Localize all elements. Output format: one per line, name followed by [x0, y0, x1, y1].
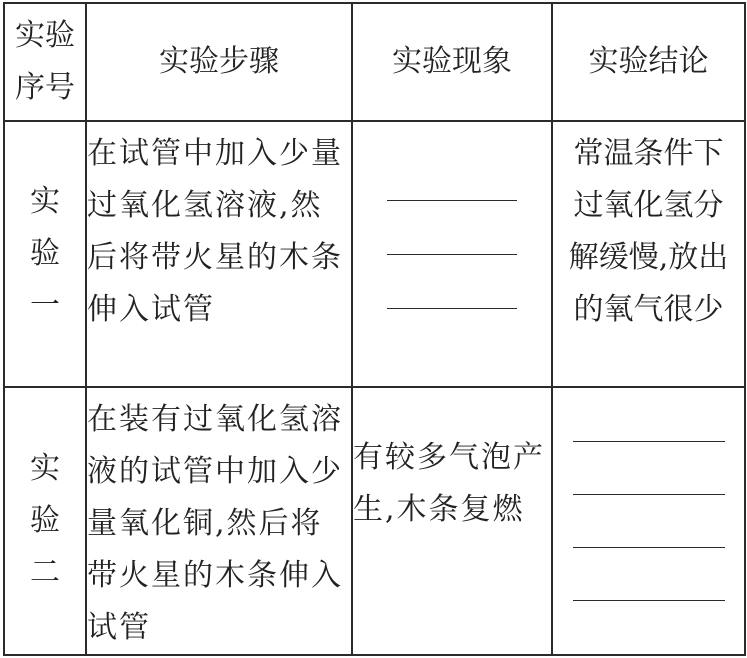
header-experiment-number: [4, 3, 86, 121]
experiment-table: [3, 2, 746, 656]
answer-blank-line[interactable]: [573, 547, 725, 548]
answer-blank-line[interactable]: [387, 308, 517, 309]
header-no-line1: 实验: [15, 18, 75, 53]
table-row: [4, 387, 745, 655]
experiment-2-phenomenon: [352, 387, 552, 655]
row-label-experiment-1: [4, 121, 86, 387]
header-no-line2: 序号: [15, 70, 75, 105]
answer-blank-lines: [553, 441, 744, 601]
experiment-1-conclusion: [552, 121, 745, 387]
experiment-2-steps-text: 在装有过氧化氢溶液的试管中加入少量氧化铜,然后将带火星的木条伸入试管: [87, 402, 343, 645]
experiment-1-conclusion-text: 常温条件下过氧化氢分解缓慢,放出的氧气很少: [568, 136, 729, 327]
row-label-experiment-2: [4, 387, 86, 655]
answer-blank-line[interactable]: [573, 441, 725, 442]
row-label-char: 实: [30, 451, 60, 486]
row-label-char: 一: [30, 288, 60, 323]
answer-blank-line[interactable]: [387, 254, 517, 255]
table-row: [4, 121, 745, 387]
experiment-2-steps: [86, 387, 352, 655]
answer-blank-line[interactable]: [573, 600, 725, 601]
header-experiment-steps: 实验步骤: [86, 3, 352, 121]
header-experiment-conclusion: 实验结论: [552, 3, 745, 121]
header-experiment-phenomenon: 实验现象: [352, 3, 552, 121]
answer-blank-lines: [353, 200, 551, 309]
experiment-1-steps-text: 在试管中加入少量过氧化氢溶液,然后将带火星的木条伸入试管: [87, 136, 343, 327]
experiment-2-phenomenon-text: 有较多气泡产生,木条复燃: [353, 440, 545, 527]
row-label-char: 二: [30, 555, 60, 590]
answer-blank-line[interactable]: [573, 494, 725, 495]
experiment-2-conclusion-blank[interactable]: [552, 387, 745, 655]
row-label-char: 验: [30, 503, 60, 538]
experiment-1-steps: [86, 121, 352, 387]
answer-blank-line[interactable]: [387, 200, 517, 201]
header-row: [4, 3, 745, 121]
row-label-char: 实: [30, 184, 60, 219]
experiment-1-phenomenon-blank[interactable]: [352, 121, 552, 387]
row-label-char: 验: [30, 236, 60, 271]
